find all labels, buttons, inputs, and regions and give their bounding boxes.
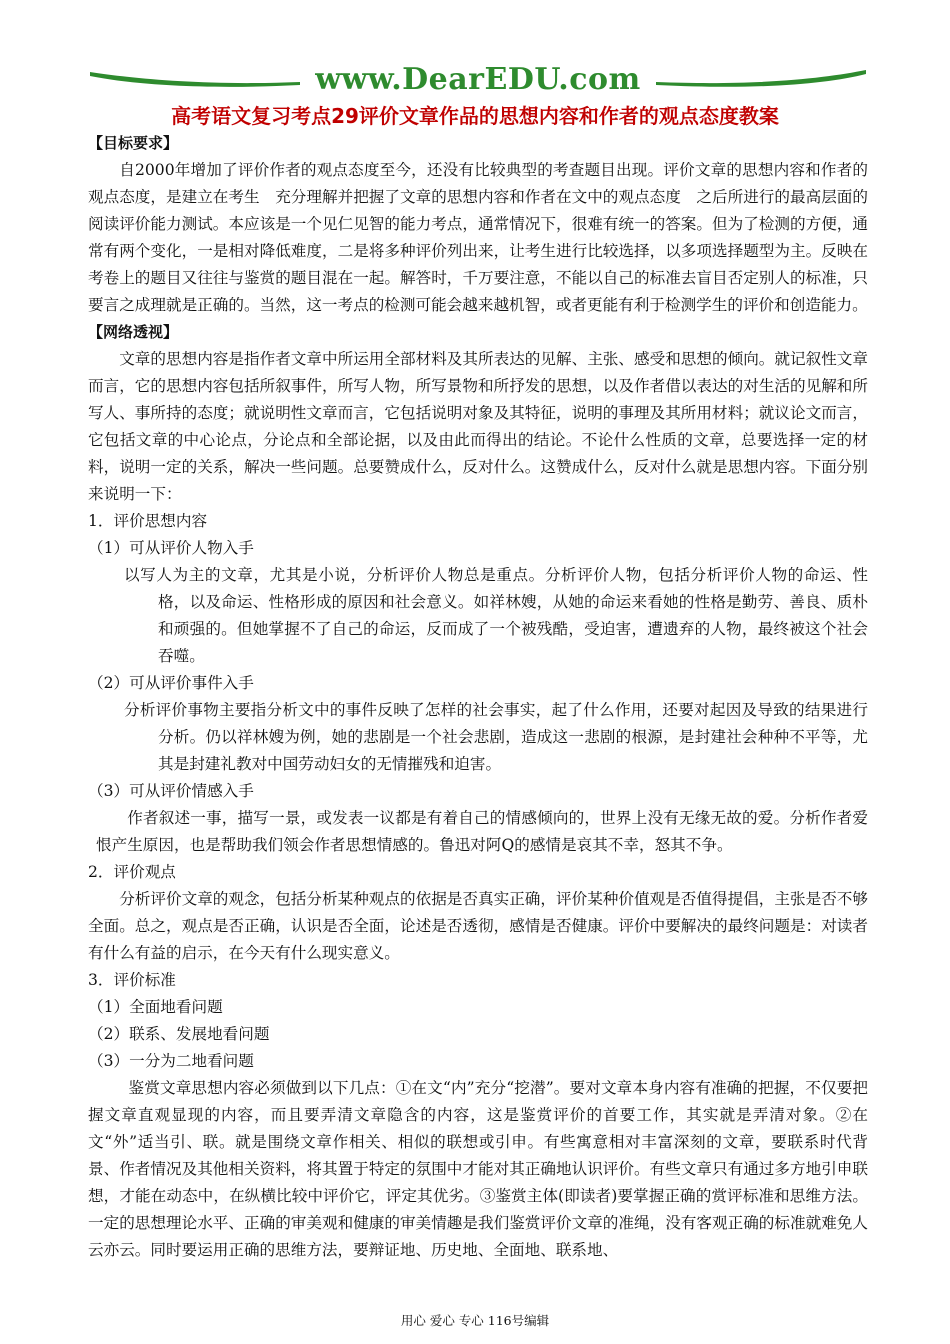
- subheading-characters: （1）可从评价人物入手: [88, 539, 254, 557]
- section-heading-network: 【网络透视】: [88, 323, 179, 341]
- page-footer: 用心 爱心 专心 116号编辑: [400, 1313, 550, 1328]
- network-paragraph: 文章的思想内容是指作者文章中所运用全部材料及其所表达的见解、主张、感受和思想的倾向。就记叙性文章而言，它的思想内容包括所叙事件，所写人物，所写景物和所抒发的思想，以及作者借以表达的对生活的见解和所写人、事所持的态度；就说明性文章而言，它包括说明对象及其特征，说明的事理及其所用材料；就议论文而言，它包括文章的中心论点，分论点和全部论据，以及由此而得出的结论。不论什么性质的文章，总要选择一定的材料，说明一定的关系，解决一些问题。总要赞成什么，反对什么。这赞成什么，反对什么就是思想内容。下面分别来说明一下：: [88, 350, 868, 503]
- events-paragraph: 分析评价事物主要指分析文中的事件反映了怎样的社会事实，起了什么作用，还要对起因及导致的结果进行分析。仍以祥林嫂为例，她的悲剧是一个社会悲剧，造成这一悲剧的根源，是封建社会种种不平等，尤其是封建礼教对中国劳动妇女的无情摧残和迫害。: [124, 701, 868, 773]
- goal-paragraph: 自2000年增加了评价作者的观点态度至今，还没有比较典型的考查题目出现。评价文章的思想内容和作者的观点态度，是建立在考生 充分理解并把握了文章的思想内容和作者在文中的观点态度 之后所进行的最高层面的阅读评价能力测试。本应该是一个见仁见智的能力考点，通常情况下，很难有统一的答案。但为了检测的方便，通常有两个变化，一是相对降低难度，二是将多种评价列出来，让考生进行比较选择，以多项选择题型为主。反映在考卷上的题目又往往与鉴赏的题目混在一起。解答时，千万要注意，不能以自己的标准去盲目否定别人的标准，只要言之成理就是正确的。当然，这一考点的检测可能会越来越机智，或者更能有利于检测学生的评价和创造能力。: [88, 161, 868, 314]
- section-heading-goal: 【目标要求】: [88, 134, 179, 152]
- viewpoint-paragraph: 分析评价文章的观念，包括分析某种观点的依据是否真实正确，评价某种价值观是否值得提倡，主张是否不够全面。总之，观点是否正确，认识是否全面，论述是否透彻，感情是否健康。评价中要解决的最终问题是：对读者有什么有益的启示，在今天有什么现实意义。: [88, 890, 868, 962]
- heading-evaluation-standards: 3．评价标准: [88, 971, 176, 989]
- page-title: 高考语文复习考点29评价文章作品的思想内容和作者的观点态度教案: [171, 104, 779, 128]
- site-logo[interactable]: www.DearEDU.com: [315, 62, 641, 97]
- emotions-paragraph: 作者叙述一事，描写一景，或发表一议都是有着自己的情感倾向的，世界上没有无缘无故的爱。分析作者爱恨产生原因，也是帮助我们领会作者思想情感的。鲁迅对阿Q的感情是哀其不幸，怒其不争。: [96, 809, 868, 854]
- standard-item-2: （2）联系、发展地看问题: [88, 1025, 270, 1043]
- heading-evaluate-viewpoint: 2．评价观点: [88, 863, 176, 881]
- characters-paragraph: 以写人为主的文章，尤其是小说，分析评价人物总是重点。分析评价人物，包括分析评价人物的命运、性格，以及命运、性格形成的原因和社会意义。如祥林嫂，从她的命运来看她的性格是勤劳、善良、质朴和顽强的。但她掌握不了自己的命运，反而成了一个被残酷，受迫害，遭遗弃的人物，最终被这个社会吞噬。: [124, 566, 868, 665]
- site-header: [90, 60, 866, 100]
- subheading-emotions: （3）可从评价情感入手: [88, 782, 254, 800]
- final-paragraph: 鉴赏文章思想内容必须做到以下几点：①在文“内”充分“挖潜”。要对文章本身内容有准确的把握，不仅要把握文章直观显现的内容，而且要弄清文章隐含的内容，这是鉴赏评价的首要工作，其实就是弄清对象。②在文“外”适当引、联。就是围绕文章作相关、相似的联想或引申。有些寓意相对丰富深刻的文章，要联系时代背景、作者情况及其他相关资料，将其置于特定的氛围中才能对其正确地认识评价。有些文章只有通过多方地引申联想，才能在动态中，在纵横比较中评价它，评定其优劣。③鉴赏主体(即读者)要掌握正确的赏评标准和思维方法。一定的思想理论水平、正确的审美观和健康的审美情趣是我们鉴赏评价文章的准绳，没有客观正确的标准就难免人云亦云。同时要运用正确的思维方法，要辩证地、历史地、全面地、联系地、: [88, 1079, 868, 1259]
- document-body: [88, 130, 868, 1264]
- standard-item-3: （3）一分为二地看问题: [88, 1052, 254, 1070]
- subheading-events: （2）可从评价事件入手: [88, 674, 254, 692]
- standard-item-1: （1）全面地看问题: [88, 998, 223, 1016]
- heading-evaluate-content: 1．评价思想内容: [88, 512, 208, 530]
